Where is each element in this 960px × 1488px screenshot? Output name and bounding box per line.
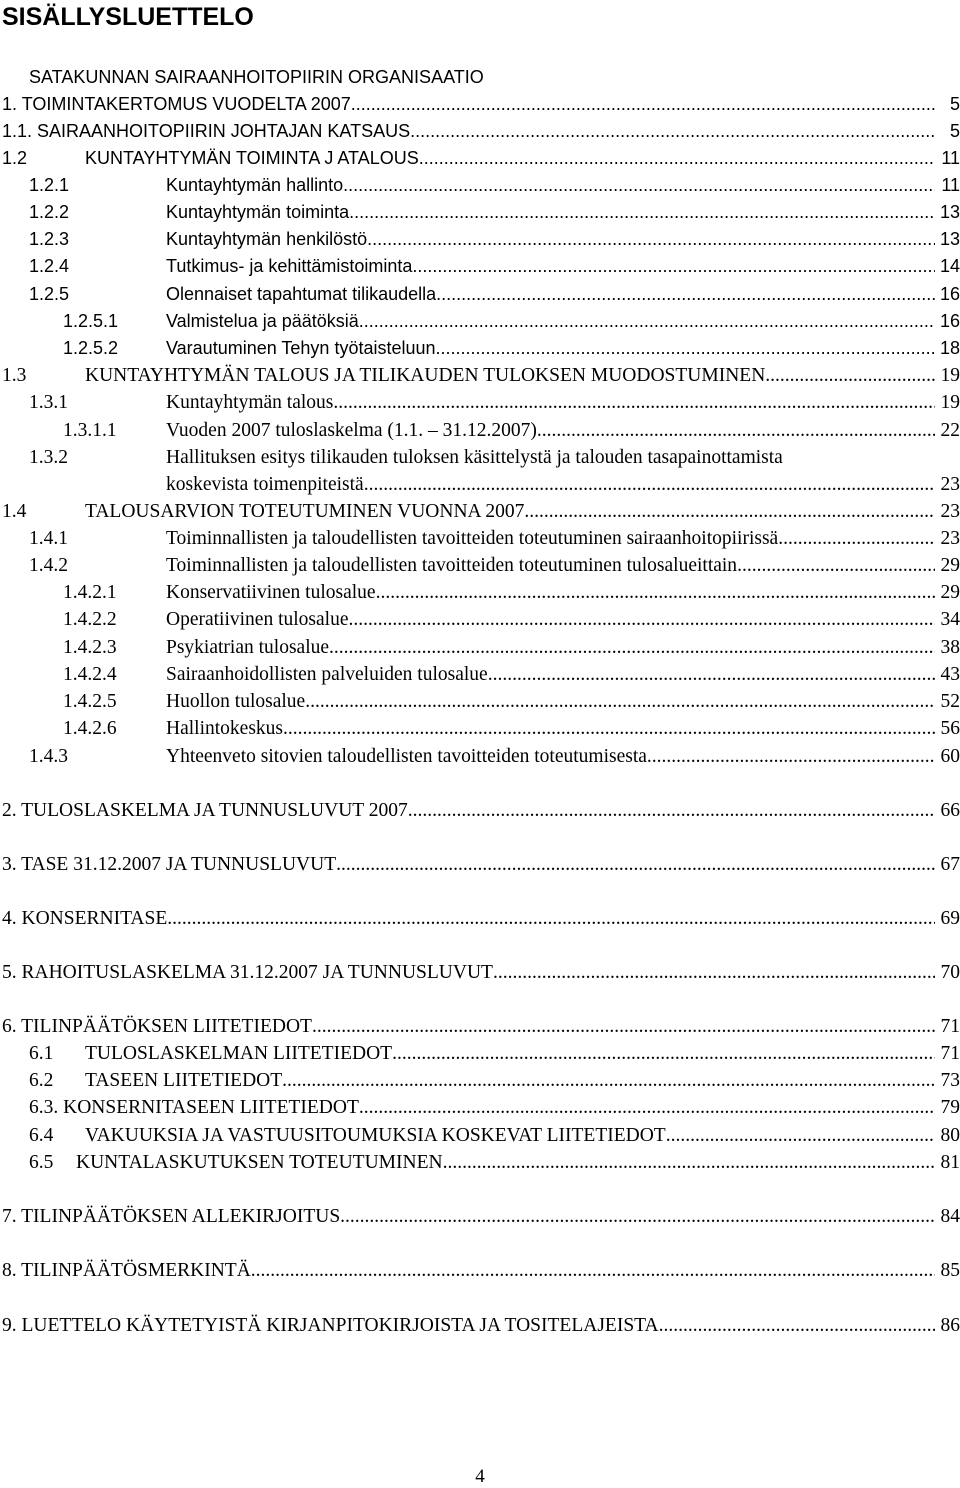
toc-entry-page: 56	[940, 718, 960, 739]
toc-entry-page: 16	[939, 311, 960, 331]
toc-entry-title: 6.3. KONSERNITASEEN LIITETIEDOT	[29, 1097, 359, 1118]
toc-entry-page: 29	[940, 582, 960, 603]
dot-leader	[305, 688, 935, 715]
toc-entry-page: 22	[940, 420, 960, 441]
dot-leader	[340, 1203, 935, 1230]
toc-entry[interactable]	[0, 118, 960, 145]
toc-entry-page: 67	[940, 854, 960, 875]
toc-entry-number: 1.4.2.5	[63, 691, 117, 712]
dot-leader	[537, 417, 935, 444]
toc-entry-page: 16	[939, 284, 960, 304]
toc-entry-number: 1.4.2.6	[63, 718, 117, 739]
dot-leader	[343, 172, 935, 199]
toc-entry-page: 85	[940, 1260, 960, 1281]
dot-leader	[778, 525, 935, 552]
page-number: 4	[475, 1466, 485, 1487]
toc-entry-number: 1.2.1	[29, 175, 70, 195]
toc-entry[interactable]	[0, 743, 960, 770]
toc-entry-title: Valmistelua ja päätöksiä	[166, 311, 359, 331]
dot-leader	[659, 1312, 935, 1339]
toc-entry[interactable]	[0, 579, 960, 606]
toc-entry[interactable]	[0, 1257, 960, 1284]
toc-entry-page: 84	[940, 1206, 960, 1227]
toc-entry-title: Psykiatrian tulosalue	[166, 637, 330, 658]
dot-leader	[737, 552, 935, 579]
toc-entry-page: 19	[940, 392, 960, 413]
toc-entry-title-continued: koskevista toimenpiteistä	[166, 474, 364, 495]
dot-leader	[359, 308, 935, 335]
toc-entry[interactable]	[0, 905, 960, 932]
dot-leader	[349, 199, 935, 226]
toc-entry-title: 6. TILINPÄÄTÖKSEN LIITETIEDOT	[2, 1016, 312, 1037]
toc-entry-title: Kuntayhtymän hallinto	[166, 175, 344, 195]
dot-leader	[524, 498, 935, 525]
toc-entry-page: 5	[949, 94, 960, 114]
toc-entry[interactable]	[0, 797, 960, 824]
dot-leader	[666, 1122, 935, 1149]
dot-leader	[283, 715, 935, 742]
toc-entry[interactable]	[0, 1122, 960, 1149]
toc-entry-number: 1.3	[2, 365, 27, 386]
toc-entry-page: 86	[940, 1315, 960, 1336]
toc-entry[interactable]	[0, 498, 960, 525]
toc-entry-title: 1.1. SAIRAANHOITOPIIRIN JOHTAJAN KATSAUS	[2, 121, 411, 141]
toc-entry-title: Kuntayhtymän talous	[166, 392, 334, 413]
toc-entry[interactable]	[0, 281, 960, 308]
toc-entry-page: 19	[940, 365, 960, 386]
toc-entry-title: 7. TILINPÄÄTÖKSEN ALLEKIRJOITUS	[2, 1206, 341, 1227]
toc-entry-title: VAKUUKSIA JA VASTUUSITOUMUKSIA KOSKEVAT LIITETIEDOT	[85, 1125, 666, 1146]
toc-entry-number: 1.2.4	[29, 256, 70, 276]
toc-entry-title: 1. TOIMINTAKERTOMUS VUODELTA 2007	[2, 94, 351, 114]
toc-entry[interactable]	[0, 172, 960, 199]
toc-entry-page: 73	[940, 1070, 960, 1091]
toc-entry-number: 1.2.5.2	[63, 338, 119, 358]
toc-entry-number: 1.2.2	[29, 202, 70, 222]
dot-leader	[436, 281, 935, 308]
toc-entry-title: TULOSLASKELMAN LIITETIEDOT	[85, 1043, 393, 1064]
dot-leader	[359, 1094, 935, 1121]
toc-entry-title: Yhteenveto sitovien taloudellisten tavoitteiden toteutumisesta	[166, 746, 647, 767]
dot-leader	[251, 1257, 935, 1284]
toc-entry-number: 1.2.5	[29, 284, 70, 304]
toc-entry-number: 1.4.2.2	[63, 609, 117, 630]
toc-entry[interactable]	[0, 959, 960, 986]
toc-entry[interactable]	[0, 362, 960, 389]
dot-leader	[329, 634, 935, 661]
toc-entry-page: 71	[940, 1043, 960, 1064]
toc-entry-title: Kuntayhtymän toiminta	[166, 202, 350, 222]
dot-leader	[351, 91, 935, 118]
toc-entry-number: 1.3.1.1	[63, 420, 117, 441]
toc-entry-title: Toiminnallisten ja taloudellisten tavoitteiden toteutuminen tulosalueittain	[166, 555, 738, 576]
dot-leader	[392, 1040, 935, 1067]
toc-entry-title: 3. TASE 31.12.2007 JA TUNNUSLUVUT	[2, 854, 337, 875]
toc-entry[interactable]	[0, 688, 960, 715]
toc-entry-continuation	[0, 471, 960, 498]
toc-entry-number: 1.4.1	[29, 528, 68, 549]
toc-entry[interactable]	[0, 606, 960, 633]
toc-entry-number: 6.2	[29, 1070, 54, 1091]
toc-entry[interactable]	[0, 145, 960, 172]
dot-leader	[312, 1013, 935, 1040]
toc-entry[interactable]	[0, 1312, 960, 1339]
toc-entry-page: 11	[941, 148, 960, 168]
toc-entry-number: 1.2	[2, 148, 28, 168]
toc-entry[interactable]	[0, 389, 960, 416]
toc-entry-number: 1.4	[2, 501, 27, 522]
dot-leader	[410, 118, 935, 145]
toc-entry-title: 9. LUETTELO KÄYTETYISTÄ KIRJANPITOKIRJOISTA JA TOSITELAJEISTA	[2, 1315, 659, 1336]
toc-entry-page: 38	[940, 637, 960, 658]
dot-leader	[488, 661, 935, 688]
toc-entry-page: 81	[940, 1152, 960, 1173]
toc-entry[interactable]	[0, 91, 960, 118]
toc-entry-title: Operatiivinen tulosalue	[166, 609, 349, 630]
toc-entry-title: Tutkimus- ja kehittämistoiminta	[166, 256, 413, 276]
toc-entry-page: 79	[940, 1097, 960, 1118]
toc-entry-number: 1.4.2.3	[63, 637, 117, 658]
toc-entry-number: 6.1	[29, 1043, 54, 1064]
dot-leader	[436, 335, 935, 362]
toc-entry-title: KUNTALASKUTUKSEN TOTEUTUMINEN	[76, 1152, 443, 1173]
toc-entry-title: KUNTAYHTYMÄN TALOUS JA TILIKAUDEN TULOKSEN MUODOSTUMINEN	[85, 365, 766, 386]
dot-leader	[647, 743, 935, 770]
toc-entry-page: 13	[939, 202, 960, 222]
toc-entry[interactable]	[0, 634, 960, 661]
dot-leader	[282, 1067, 935, 1094]
toc-entry[interactable]	[0, 335, 960, 362]
toc-entry-title: KUNTAYHTYMÄN TOIMINTA J ATALOUS	[85, 148, 419, 168]
toc-entry-title: Toiminnallisten ja taloudellisten tavoitteiden toteutuminen sairaanhoitopiirissä	[166, 528, 779, 549]
toc-entry-page: 23	[940, 474, 960, 495]
toc-entry[interactable]	[0, 1094, 960, 1121]
toc-entry-number: 6.5	[29, 1152, 54, 1173]
dot-leader	[443, 1149, 935, 1176]
toc-entry-title: TASEEN LIITETIEDOT	[85, 1070, 283, 1091]
toc-entry-title: 5. RAHOITUSLASKELMA 31.12.2007 JA TUNNUSLUVUT	[2, 962, 493, 983]
toc-entry-title: TALOUSARVION TOTEUTUMINEN VUONNA 2007	[85, 501, 525, 522]
toc-entry-title: Hallituksen esitys tilikauden tuloksen käsittelystä ja talouden tasapainottamista	[166, 447, 783, 468]
dot-leader	[167, 905, 935, 932]
toc-entry[interactable]	[0, 1040, 960, 1067]
toc-entry[interactable]	[0, 851, 960, 878]
dot-leader	[336, 851, 935, 878]
toc-entry[interactable]	[0, 253, 960, 280]
toc-entry-title: Konservatiivinen tulosalue	[166, 582, 376, 603]
toc-entry-number: 1.4.2.1	[63, 582, 117, 603]
toc-entry[interactable]	[0, 715, 960, 742]
toc-entry-page: 60	[940, 746, 960, 767]
toc-entry-title: Huollon tulosalue	[166, 691, 306, 712]
toc-entry-page: 43	[940, 664, 960, 685]
dot-leader	[408, 797, 935, 824]
toc-entry[interactable]	[0, 552, 960, 579]
toc-entry-page: 18	[939, 338, 960, 358]
toc-entry[interactable]	[0, 417, 960, 444]
dot-leader	[765, 362, 935, 389]
toc-entry-page: 29	[940, 555, 960, 576]
toc-entry-page: 52	[940, 691, 960, 712]
dot-leader	[419, 145, 935, 172]
toc-entry-number: 1.3.2	[29, 447, 68, 468]
dot-leader	[376, 579, 935, 606]
toc-entry[interactable]	[0, 308, 960, 335]
toc-entry-page: 11	[941, 175, 960, 195]
toc-entry-title: 8. TILINPÄÄTÖSMERKINTÄ	[2, 1260, 251, 1281]
toc-entry-page: 66	[940, 800, 960, 821]
dot-leader	[349, 606, 936, 633]
toc-entry[interactable]	[0, 444, 960, 471]
toc-entry-page: 70	[940, 962, 960, 983]
toc-entry-page: 13	[939, 229, 960, 249]
dot-leader	[412, 253, 935, 280]
toc-entry-title: Hallintokeskus	[166, 718, 283, 739]
toc-entry[interactable]	[0, 1149, 960, 1176]
toc-entry-number: 1.4.2.4	[63, 664, 117, 685]
toc-entry-title: Varautuminen Tehyn työtaisteluun	[166, 338, 436, 358]
toc-entry[interactable]	[0, 199, 960, 226]
toc-entry-number: 1.4.3	[29, 746, 68, 767]
dot-leader	[364, 471, 935, 498]
dot-leader	[493, 959, 935, 986]
toc-entry-page: 71	[940, 1016, 960, 1037]
dot-leader	[333, 389, 935, 416]
toc-entry-title: Olennaiset tapahtumat tilikaudella	[166, 284, 437, 304]
toc-entry[interactable]	[0, 1067, 960, 1094]
toc-entry-title: 4. KONSERNITASE	[2, 908, 168, 929]
page-title: SISÄLLYSLUETTELO	[2, 3, 254, 31]
toc-entry-title: Kuntayhtymän henkilöstö	[166, 229, 368, 249]
toc-entry-title: Sairaanhoidollisten palveluiden tulosalue	[166, 664, 488, 685]
toc-entry-title: 2. TULOSLASKELMA JA TUNNUSLUVUT 2007	[2, 800, 408, 821]
toc-entry[interactable]	[0, 1203, 960, 1230]
toc-entry-page: 23	[940, 501, 960, 522]
toc-entry-number: 1.2.5.1	[63, 311, 119, 331]
toc-entry[interactable]	[0, 1013, 960, 1040]
toc-entry-page: 69	[940, 908, 960, 929]
toc-entry-page: 14	[939, 256, 960, 276]
dot-leader	[367, 226, 935, 253]
toc-entry[interactable]	[0, 525, 960, 552]
toc-entry[interactable]	[0, 661, 960, 688]
toc-entry-page: 23	[940, 528, 960, 549]
toc-entry[interactable]	[0, 226, 960, 253]
toc-entry-number: 6.4	[29, 1125, 54, 1146]
toc-entry-page: 34	[940, 609, 960, 630]
toc-entry-number: 1.2.3	[29, 229, 70, 249]
toc-entry-number: 1.3.1	[29, 392, 68, 413]
toc-entry-page: 5	[949, 121, 960, 141]
toc-entry-page: 80	[940, 1125, 960, 1146]
toc-entry-number: 1.4.2	[29, 555, 68, 576]
toc-subheading: SATAKUNNAN SAIRAANHOITOPIIRIN ORGANISAATIO	[29, 67, 484, 87]
toc-entry-title: Vuoden 2007 tuloslaskelma (1.1. – 31.12.2007)	[166, 420, 537, 441]
